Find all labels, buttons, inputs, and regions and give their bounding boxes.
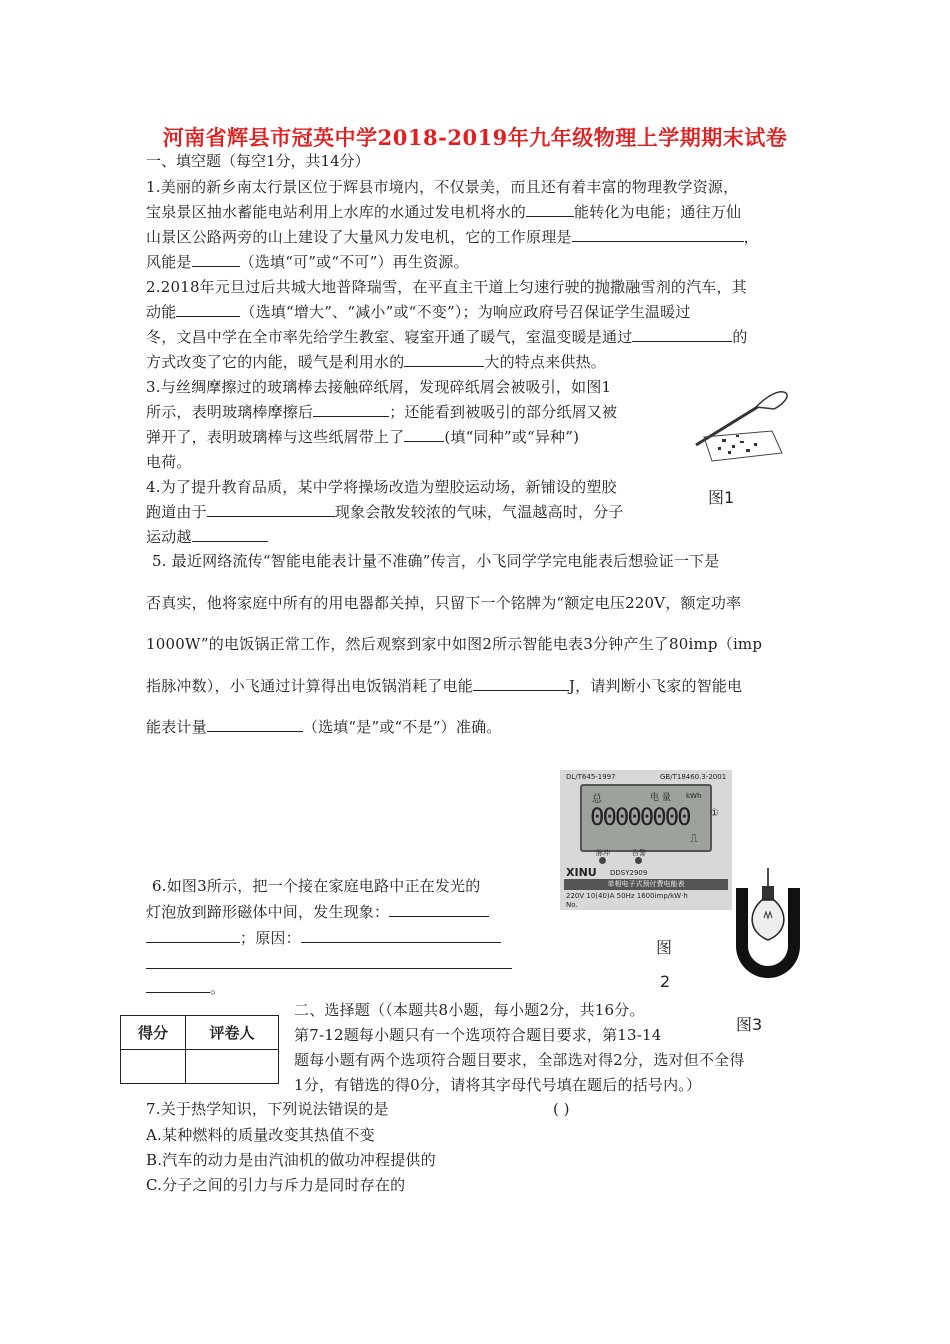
q1-text-a: 宝泉景区抽水蓄能电站利用上水库的水通过发电机将水的	[146, 203, 527, 221]
score-header: 得分	[121, 1016, 186, 1050]
q7-stem: 7.关于热学知识，下列说法错误的是	[146, 1100, 389, 1118]
q5-text-b: J，请判断小飞家的智能电	[568, 677, 743, 695]
meter-spec: 220V 10(40)A 50Hz 1600imp/kW·h	[566, 892, 688, 900]
q3-text-a: 所示，表明玻璃棒摩擦后	[146, 403, 314, 421]
figure2-label-a: 图	[656, 938, 673, 957]
q5-blank-2[interactable]	[207, 717, 303, 732]
q7-answer-bracket[interactable]: ( )	[553, 1100, 570, 1118]
section2-line4: 1分，有错选的得0分，请将其字母代号填在题后的括号内。）	[294, 1076, 702, 1094]
q5-line3: 1000W”的电饭锅正常工作，然后观察到家中如图2所示智能电表3分钟产生了80imp（imp	[146, 635, 763, 653]
q6-text-c: 。	[210, 979, 226, 997]
meter-desc: 单相电子式预付费电能表	[564, 879, 728, 890]
q6-blank-1-cont[interactable]	[146, 928, 240, 943]
q3-line3	[146, 427, 579, 447]
q2-line2	[146, 302, 691, 322]
q5-text-c: 能表计量	[146, 718, 207, 736]
meter-brand: XINU	[566, 866, 597, 879]
q4-text-c: 运动越	[146, 528, 192, 546]
q2-line3	[146, 327, 748, 347]
grader-header: 评卷人	[186, 1016, 279, 1050]
meter-digits: 00000000	[590, 803, 690, 831]
q1-blank-2[interactable]	[572, 227, 744, 242]
figure2-meter-image	[560, 770, 732, 910]
q6-blank-1[interactable]	[389, 902, 489, 917]
bulb-glass	[752, 900, 784, 940]
figure1-label: 图1	[708, 488, 735, 507]
q1-blank-1[interactable]	[526, 202, 574, 217]
q2-blank-3[interactable]	[404, 352, 484, 367]
q6-text-b: ；原因：	[240, 929, 301, 947]
grader-cell[interactable]	[186, 1050, 279, 1084]
meter-top-left-char: 总	[592, 794, 602, 805]
q2-line1: 2.2018年元旦过后共城大地普降瑞雪，在平直主干道上匀速行驶的抛撒融雪剂的汽车，其	[146, 278, 747, 296]
page-title: 河南省辉县市冠英中学2018-2019年九年级物理上学期期末试卷	[162, 125, 788, 150]
figure2-label-b: 2	[660, 972, 671, 991]
q2-text-d: 的	[732, 328, 748, 346]
q1-blank-3[interactable]	[192, 252, 240, 267]
q3-text-c: 弹开了，表明玻璃棒与这些纸屑带上了	[146, 428, 405, 446]
q5-line1: 5. 最近网络流传“智能电能表计量不准确”传言，小飞同学学完电能表后想验证一下是	[152, 552, 720, 570]
pulse-led	[599, 857, 606, 864]
q3-blank-1[interactable]	[313, 402, 389, 417]
q4-line1: 4.为了提升教育品质，某中学将操场改造为塑胶运动场，新铺设的塑胶	[146, 478, 617, 496]
score-table	[120, 1015, 279, 1084]
q1-text-f: （选填“可”或“不可”）再生资源。	[239, 253, 469, 271]
q6-line2	[146, 902, 489, 922]
meter-circle-one: ①	[710, 808, 719, 819]
q3-line1: 3.与丝绸摩擦过的玻璃棒去接触碎纸屑，发现碎纸屑会被吸引，如图1	[146, 378, 612, 396]
q3-text-b: ；还能看到被吸引的部分纸屑又被	[389, 403, 618, 421]
section2-line1: 二、选择题（（本题共8小题，每小题2分，共16分。	[294, 1001, 645, 1019]
q6-blank-2-end[interactable]	[146, 978, 210, 993]
q6-line3	[146, 928, 501, 948]
q2-text-e: 方式改变了它的内能，暖气是利用水的	[146, 353, 405, 371]
q3-line4: 电荷。	[146, 453, 192, 471]
q4-text-a: 跑道由于	[146, 503, 207, 521]
q1-line3	[146, 227, 759, 247]
q6-text-a: 灯泡放到蹄形磁体中间，发生现象：	[146, 903, 390, 921]
hand	[756, 392, 787, 409]
figure1-rod-image	[684, 375, 794, 465]
meter-no: No.	[566, 901, 578, 909]
q1-line4	[146, 252, 469, 272]
meter-unit-label: 电 量	[650, 793, 671, 803]
q1-text-e: 风能是	[146, 253, 192, 271]
meter-unit: kWh	[686, 792, 702, 800]
meter-model: DDSY2909	[610, 869, 648, 877]
q1-line1: 1.美丽的新乡南太行景区位于辉县市境内，不仅景美，而且还有着丰富的物理教学资源，	[146, 178, 739, 196]
q4-text-b: 现象会散发较浓的气味，气温越高时，分子	[334, 503, 624, 521]
q1-text-c: 山景区公路两旁的山上建设了大量风力发电机，它的工作原理是	[146, 228, 572, 246]
q2-text-f: 大的特点来供热。	[484, 353, 607, 371]
q1-line2	[146, 202, 741, 222]
alarm-led	[635, 857, 642, 864]
q2-text-a: 动能	[146, 303, 177, 321]
section2-line2: 第7-12题每小题只有一个选项符合题目要求，第13-14	[294, 1026, 662, 1044]
q4-blank-1[interactable]	[207, 502, 335, 517]
section2-line3: 题每小题有两个选项符合题目要求，全部选对得2分，选对但不全得	[294, 1051, 745, 1069]
meter-alarm-label: 告警	[632, 849, 646, 857]
q4-line2	[146, 502, 624, 522]
q6-line5	[146, 978, 225, 998]
bulb-base	[762, 886, 774, 900]
q3-text-d: (填“同种”或“异种”)	[444, 428, 580, 446]
q7-option-a: A.某种燃料的质量改变其热值不变	[146, 1126, 375, 1144]
q4-blank-2[interactable]	[192, 527, 268, 542]
q5-line2: 否真实，他将家庭中所有的用电器都关掉，只留下一个铭牌为“额定电压220V，额定功率	[146, 594, 742, 612]
meter-pulse-symbol: ⎍	[690, 832, 698, 845]
q1-text-b: 能转化为电能；通往万仙	[574, 203, 742, 221]
q6-blank-2[interactable]	[301, 928, 501, 943]
meter-std-right: GB/T18460.3-2001	[660, 773, 727, 781]
q1-text-d: ，	[743, 228, 759, 246]
q3-line2	[146, 402, 617, 422]
q4-line3	[146, 527, 268, 547]
q6-line4	[146, 954, 512, 974]
meter-display	[580, 784, 712, 852]
q2-blank-2[interactable]	[632, 327, 732, 342]
paper-bits	[718, 435, 757, 454]
glass-rod	[696, 403, 764, 445]
section1-heading: 一、填空题（每空1分，共14分）	[146, 152, 370, 170]
score-cell[interactable]	[121, 1050, 186, 1084]
q6-blank-2-cont[interactable]	[146, 954, 512, 969]
q5-line5	[146, 717, 502, 737]
q2-text-b: （选填“增大”、“减小”或“不变”）；为响应政府号召保证学生温暖过	[240, 303, 691, 321]
q5-blank-1[interactable]	[473, 676, 569, 691]
paper-sheet	[704, 431, 782, 461]
figure3-label: 图3	[736, 1015, 763, 1034]
q7-option-b: B.汽车的动力是由汽油机的做功冲程提供的	[146, 1151, 436, 1169]
q2-text-c: 冬，文昌中学在全市率先给学生教室、寝室开通了暖气，室温变暖是通过	[146, 328, 633, 346]
q5-text-d: （选填“是”或“不是”）准确。	[302, 718, 502, 736]
q5-line4	[146, 676, 742, 696]
meter-pulse-label: 脉冲	[596, 849, 610, 857]
figure3-magnet-bulb-image	[730, 868, 806, 984]
meter-std-left: DL/T645-1997	[566, 773, 616, 781]
q5-text-a: 指脉冲数），小飞通过计算得出电饭锅消耗了电能	[146, 677, 473, 695]
q6-line1: 6.如图3所示，把一个接在家庭电路中正在发光的	[152, 877, 481, 895]
q3-blank-2[interactable]	[404, 427, 444, 442]
q2-blank-1[interactable]	[176, 302, 240, 317]
q7-option-c: C.分子之间的引力与斥力是同时存在的	[146, 1176, 406, 1194]
q2-line4	[146, 352, 606, 372]
